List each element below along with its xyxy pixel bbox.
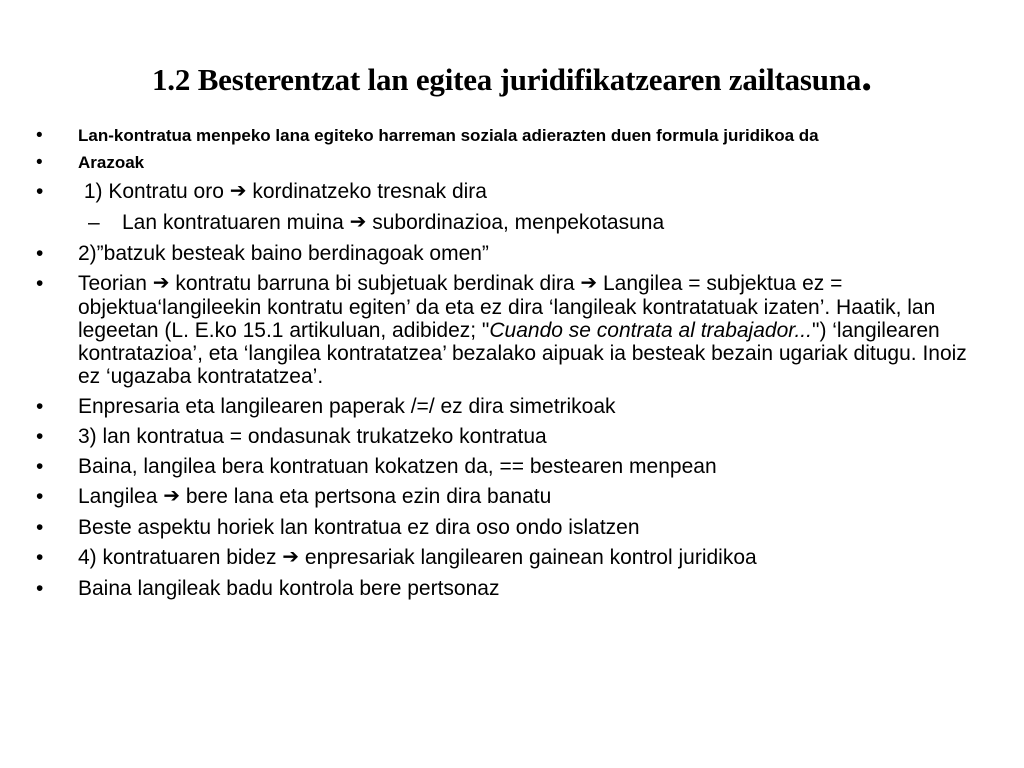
bullet-icon: • (36, 455, 44, 478)
list-item-text: Enpresaria eta langilearen paperak /=/ ez dira simetrikoak (78, 395, 616, 418)
bullet-icon: • (36, 516, 44, 539)
list-item-text: Teorian (78, 272, 153, 295)
slide-title (0, 51, 1024, 100)
bullet-icon: • (36, 546, 44, 569)
list-item (0, 485, 1024, 509)
list-item-text: 4) kontratuaren bidez (78, 546, 283, 569)
list-item-text: Baina langileak badu kontrola bere pertsonaz (78, 577, 500, 600)
list-item-text: Langilea (78, 485, 164, 508)
bullet-icon: • (36, 395, 44, 418)
list-item (0, 455, 1024, 478)
bullet-icon: • (36, 242, 44, 265)
list-item (0, 546, 1024, 570)
slide-title-dot: . (861, 51, 872, 100)
list-item-text: Arazoak (78, 153, 145, 172)
bullet-icon: • (36, 425, 44, 448)
bullet-icon: • (36, 152, 43, 173)
list-item (0, 126, 1024, 145)
slide-title-text: 1.2 Besterentzat lan egitea juridifikatzearen zailtasuna (152, 62, 862, 97)
list-item (0, 242, 1024, 265)
arrow-right-icon: ➔ (349, 211, 367, 233)
list-item-text: 3) lan kontratua = ondasunak trukatzeko kontratua (78, 425, 547, 448)
list-item (0, 425, 1024, 448)
list-item (0, 272, 1024, 388)
list-item-text: kontratu barruna bi subjetuak berdinak dira (169, 272, 581, 295)
list-item-text: enpresariak langilearen gainean kontrol juridikoa (299, 546, 757, 569)
list-item (0, 577, 1024, 600)
list-item-text: subordinazioa, menpekotasuna (366, 211, 665, 234)
list-item-quote: Cuando se contrata al trabajador... (489, 319, 812, 342)
arrow-right-icon: ➔ (229, 180, 247, 202)
list-item-text: Lan-kontratua menpeko lana egiteko harreman soziala adierazten duen formula juridikoa da (78, 126, 819, 145)
list-item (0, 180, 1024, 204)
list-item-text: 1) Kontratu oro (78, 180, 230, 203)
bullet-list (0, 126, 1024, 607)
bullet-icon: • (36, 485, 44, 508)
list-item (0, 395, 1024, 418)
list-item-text: Beste aspektu horiek lan kontratua ez dira oso ondo islatzen (78, 516, 640, 539)
list-item-text: 2)”batzuk besteak baino berdinagoak omen” (78, 242, 489, 265)
list-item-text: Langilea = subjektua ez = objektua‘langileekin kontratu egiten’ da eta ez dira ‘langileak kontratatuak izaten’. Haatik, lan legeetan (L. E.ko 15.1 artikuluan, adibidez; " (78, 272, 936, 342)
list-item-text: bere lana eta pertsona ezin dira banatu (180, 485, 552, 508)
bullet-icon: • (36, 125, 43, 146)
arrow-right-icon: ➔ (152, 272, 170, 294)
list-item-text: Baina, langilea bera kontratuan kokatzen da, == bestearen menpean (78, 455, 717, 478)
list-item-text: Lan kontratuaren muina (122, 211, 350, 234)
sub-list-item (0, 211, 1024, 235)
bullet-icon: • (36, 180, 44, 203)
bullet-icon: • (36, 272, 44, 295)
list-item (0, 153, 1024, 172)
list-item-text: kordinatzeko tresnak dira (246, 180, 487, 203)
arrow-right-icon: ➔ (580, 272, 598, 294)
list-item (0, 516, 1024, 539)
dash-icon: – (88, 211, 100, 234)
arrow-right-icon: ➔ (282, 546, 300, 568)
bullet-icon: • (36, 577, 44, 600)
list-item-text: ") ‘langilearen kontratazioa’, eta ‘langilea kontratatzea’ bezalako aipuak ia besteak bezain ugariak ditugu. Inoiz ez ‘ugazaba kontratatzea’. (78, 319, 967, 388)
arrow-right-icon: ➔ (163, 485, 181, 507)
